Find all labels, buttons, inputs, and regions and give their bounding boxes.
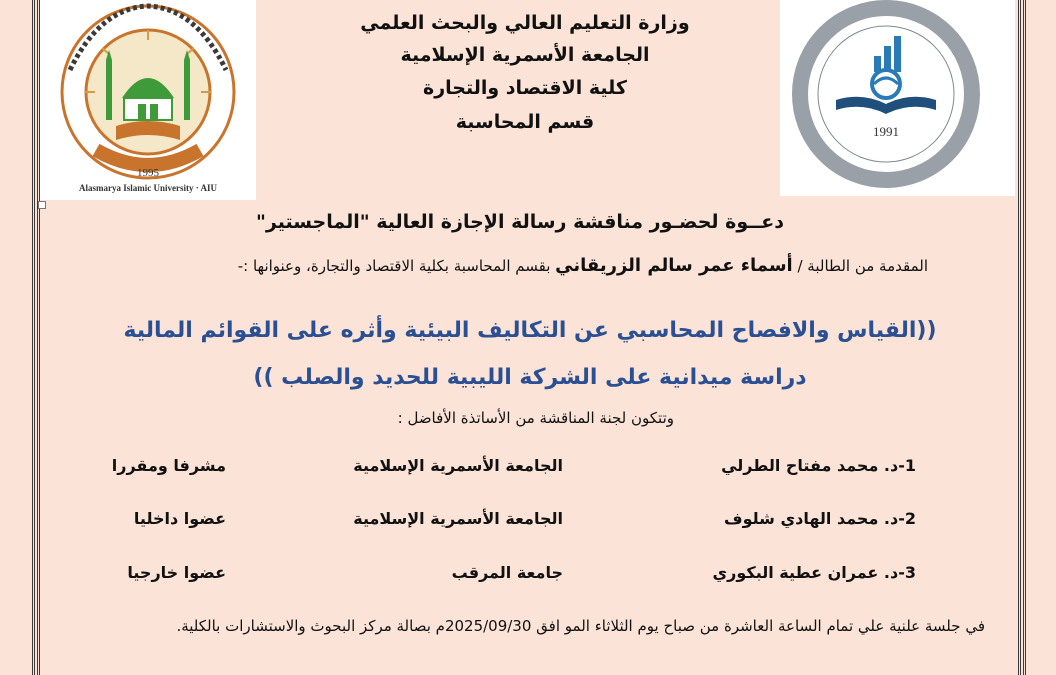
- session-details: في جلسة علنية علي تمام الساعة العاشرة من صباح يوم الثلاثاء المو افق 2025/09/30م بصالة مركز البحوث والاستشارات بالكلية.: [176, 617, 985, 635]
- member-name: 1-د. محمد مفتاح الطرلي: [721, 456, 916, 475]
- committee-intro: وتتكون لجنة المناقشة من الأساتذة الأفاضل :: [397, 409, 674, 427]
- intro-prefix: المقدمة من الطالبة /: [797, 257, 928, 275]
- university-logo: [40, 0, 256, 200]
- member-role: مشرفا ومقررا: [111, 456, 226, 475]
- svg-text:1991: 1991: [873, 124, 899, 139]
- department-name: قسم المحاسبة: [455, 111, 595, 133]
- member-name: 3-د. عمران عطية البكوري: [712, 563, 916, 582]
- student-name: أسماء عمر سالم الزريقاني: [555, 255, 793, 276]
- student-intro: [238, 255, 928, 276]
- member-university: الجامعة الأسمرية الإسلامية: [353, 456, 563, 475]
- faculty-seal-icon: [780, 0, 1015, 196]
- svg-text:Alasmarya Islamic University ·: Alasmarya Islamic University · AIU: [79, 183, 217, 193]
- svg-text:1995: 1995: [137, 167, 159, 179]
- intro-suffix: بقسم المحاسبة بكلية الاقتصاد والتجارة، وعنوانها :-: [237, 257, 551, 275]
- faculty-name: كلية الاقتصاد والتجارة: [423, 77, 627, 99]
- committee-member-row: [0, 509, 1056, 539]
- member-university: الجامعة الأسمرية الإسلامية: [353, 509, 563, 528]
- member-role: عضوا خارجيا: [127, 563, 226, 582]
- member-name: 2-د. محمد الهادي شلوف: [723, 509, 916, 528]
- invitation-title: دعــوة لحضـور مناقشة رسالة الإجازة العالية "الماجستير": [255, 211, 785, 233]
- member-university: جامعة المرقب: [451, 563, 563, 582]
- member-role: عضوا داخليا: [133, 509, 226, 528]
- university-seal-icon: [40, 0, 256, 200]
- committee-member-row: [0, 456, 1056, 486]
- university-name: الجامعة الأسمرية الإسلامية: [400, 44, 650, 66]
- thesis-title-line-1: ((القياس والافصاح المحاسبي عن التكاليف البيئية وأثره على القوائم المالية: [123, 318, 937, 343]
- faculty-logo: [780, 0, 1015, 196]
- thesis-title-line-2: دراسة ميدانية على الشركة الليبية للحديد والصلب )): [253, 365, 807, 390]
- selection-handle[interactable]: [38, 201, 46, 209]
- ministry-name: وزارة التعليم العالي والبحث العلمي: [360, 12, 690, 34]
- committee-member-row: [0, 563, 1056, 593]
